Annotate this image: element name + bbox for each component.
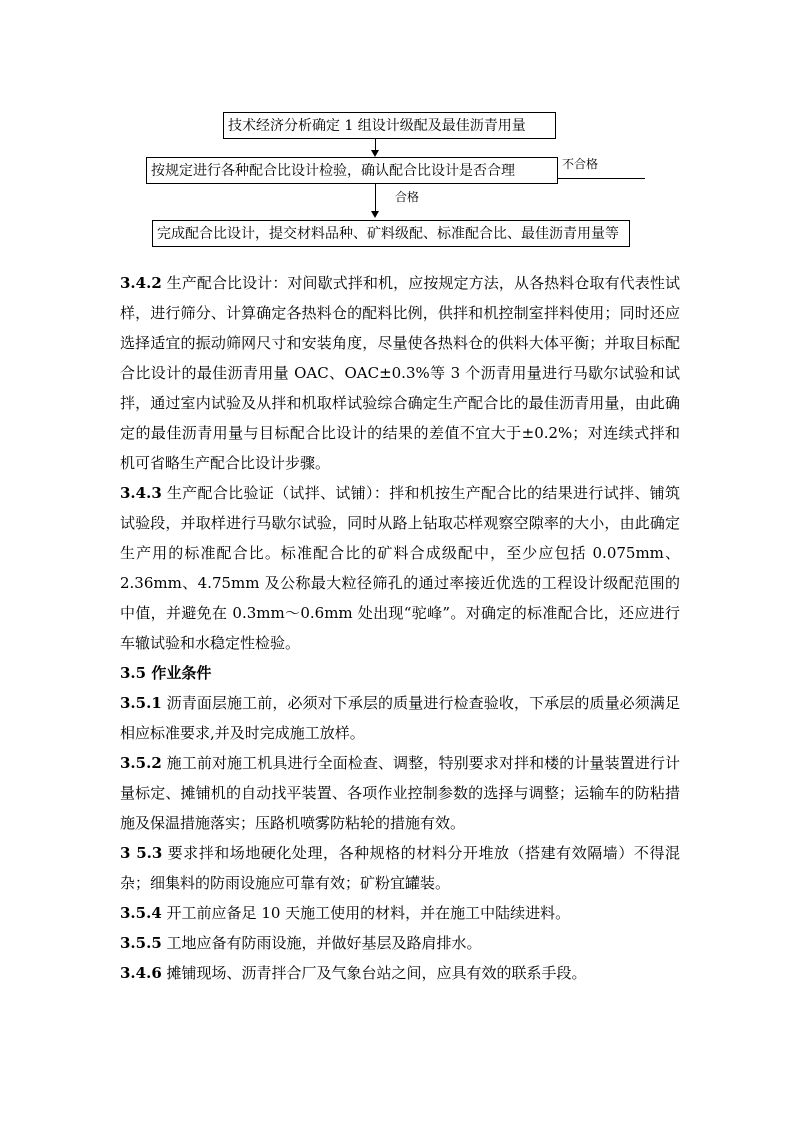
clause-number: 3.5.4 [120,904,162,922]
paragraph-3-4-6 [120,958,680,988]
clause-text: 生产配合比设计：对间歇式拌和机，应按规定方法，从各热料仓取有代表性试样，进行筛分、计算确定各热料仓的配料比例，供拌和机控制室拌料使用；同时还应选择适宜的振动筛网尺寸和安装角度，尽量使各热料仓的供料大体平衡；并取目标配合比设计的最佳沥青用量 OAC、OAC±0.3%等 3 个沥青用量进行马歇尔试验和试拌，通过室内试验及从拌和机取样试验综合确定生产配合比的最佳沥青用量，由此确定的最佳沥青用量与目标配合比设计的结果的差值不宜大于±0.2%；对连续式拌和机可省略生产配合比设计步骤。 [120,274,680,472]
paragraph-3-5-1 [120,688,680,748]
clause-number: 3.5.1 [120,694,162,712]
paragraph-3-4-3 [120,478,680,658]
clause-number: 3.5.2 [120,754,162,772]
clause-number: 3 5.3 [120,844,163,862]
paragraph-3-4-2 [120,268,680,478]
flow-arrow-down-icon [371,150,379,157]
clause-number: 3.4.6 [120,964,162,982]
paragraph-3-5-5 [120,928,680,958]
flow-connector-2 [375,184,376,212]
flow-arrow-down-icon [371,211,379,218]
clause-text: 生产配合比验证（试拌、试铺）：拌和机按生产配合比的结果进行试拌、铺筑试验段，并取样进行马歇尔试验，同时从路上钻取芯样观察空隙率的大小，由此确定生产用的标准配合比。标准配合比的矿料合成级配中，至少应包括 0.075mm、2.36mm、4.75mm 及公称最大粒径筛孔的通过率接近优选的工程设计级配范围的中值，并避免在 0.3mm～0.6mm 处出现“驼峰”。对确定的标准配合比，还应进行车辙试验和水稳定性检验。 [120,484,680,652]
paragraph-3-5-4 [120,898,680,928]
paragraph-3-5-3 [120,838,680,898]
clause-number: 3.4.2 [120,274,162,292]
clause-text: 摊铺现场、沥青拌合厂及气象台站之间，应具有效的联系手段。 [166,964,587,982]
flow-label-pass: 合格 [395,190,420,204]
clause-text: 工地应备有防雨设施，并做好基层及路肩排水。 [166,934,482,952]
section-heading: 3.5 作业条件 [120,664,212,682]
flow-box-design-check: 按规定进行各种配合比设计检验，确认配合比设计是否合理 [146,157,558,184]
flow-label-fail: 不合格 [562,157,599,171]
clause-text: 施工前对施工机具进行全面检查、调整，特别要求对拌和楼的计量装置进行计量标定、摊铺机的自动找平装置、各项作业控制参数的选择与调整；运输车的防粘措施及保温措施落实；压路机喷雾防粘轮的措施有效。 [120,754,680,832]
clause-text: 要求拌和场地硬化处理，各种规格的材料分开堆放（搭建有效隔墙）不得混杂；细集料的防雨设施应可靠有效；矿粉宜罐装。 [120,844,680,892]
clause-text: 沥青面层施工前，必须对下承层的质量进行检查验收，下承层的质量必须满足相应标准要求,并及时完成施工放样。 [120,694,680,742]
paragraph-3-5-2 [120,748,680,838]
document-body [120,268,680,988]
clause-number: 3.4.3 [120,484,162,502]
clause-text: 开工前应备足 10 天施工使用的材料，并在施工中陆续进料。 [166,904,571,922]
flow-box-design-gradation: 技术经济分析确定 1 组设计级配及最佳沥青用量 [223,112,556,139]
clause-number: 3.5.5 [120,934,162,952]
flow-fail-line [558,178,645,179]
flow-box-complete-design: 完成配合比设计，提交材料品种、矿料级配、标准配合比、最佳沥青用量等 [152,220,630,247]
